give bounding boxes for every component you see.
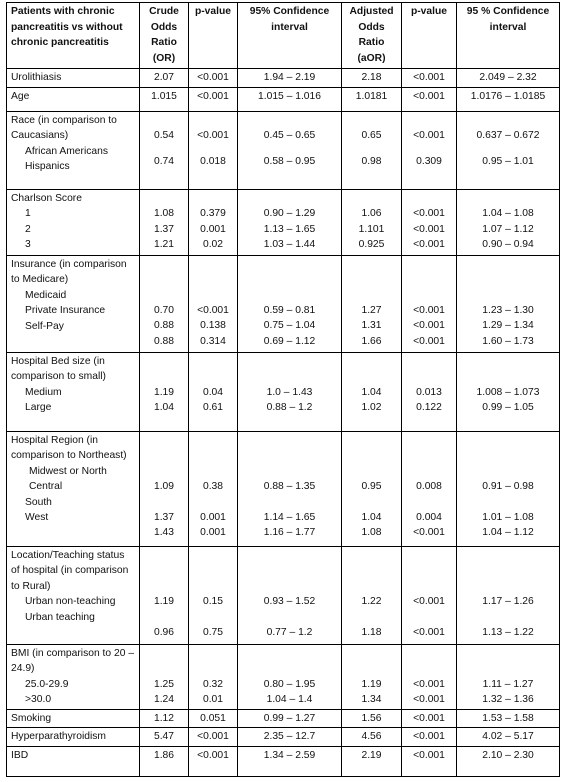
group-label: Location/Teaching status of hospital (in comparison to Rural) xyxy=(11,549,129,592)
adjusted-p-value-cell: <0.001 <0.001 <0.001 xyxy=(402,189,457,255)
ci-cell: 1.015 – 1.016 xyxy=(238,87,342,111)
p-value-cell: <0.001 0.018 xyxy=(189,111,238,189)
variable-group-cell xyxy=(7,644,140,709)
header-p-value-1: p-value xyxy=(189,3,238,69)
crude-or-cell: 1.19 1.04 xyxy=(140,352,189,431)
table-row xyxy=(7,189,560,255)
ci-cell: 1.0 – 1.43 0.88 – 1.2 xyxy=(238,352,342,431)
variable-label: IBD xyxy=(7,746,140,776)
sub-label: Hispanics xyxy=(25,161,70,172)
header-ci-1: 95% Confidence interval xyxy=(238,3,342,69)
group-label: Hospital Region (in comparison to Northeast) xyxy=(11,434,127,461)
crude-or-cell: 2.07 xyxy=(140,69,189,88)
ci-cell: 1.34 – 2.59 xyxy=(238,746,342,776)
adjusted-p-value-cell: <0.001 <0.001 xyxy=(402,546,457,644)
group-label: BMI (in comparison to 20 – 24.9) xyxy=(11,647,135,674)
adjusted-or-cell: 2.19 xyxy=(342,746,402,776)
variable-label: Age xyxy=(7,87,140,111)
ci-cell: 0.88 – 1.35 1.14 – 1.65 1.16 – 1.77 xyxy=(238,431,342,546)
group-label: Insurance (in comparison to Medicare) xyxy=(11,258,127,285)
variable-group-cell xyxy=(7,255,140,352)
table-row xyxy=(7,728,560,747)
adjusted-ci-cell: 0.91 – 0.98 1.01 – 1.08 1.04 – 1.12 xyxy=(457,431,560,546)
adjusted-p-value-cell: <0.001 <0.001 xyxy=(402,644,457,709)
table-row xyxy=(7,352,560,431)
sub-label: Midwest or North Central xyxy=(29,465,107,492)
adjusted-ci-cell: 1.17 – 1.26 1.13 – 1.22 xyxy=(457,546,560,644)
sub-label: Private Insurance xyxy=(25,305,106,316)
adjusted-ci-cell: 4.02 – 5.17 xyxy=(457,728,560,747)
adjusted-ci-cell: 1.04 – 1.08 1.07 – 1.12 0.90 – 0.94 xyxy=(457,189,560,255)
adjusted-ci-cell: 1.008 – 1.073 0.99 – 1.05 xyxy=(457,352,560,431)
sub-label: Medicaid xyxy=(25,289,67,301)
sub-label: Medium xyxy=(25,386,62,398)
variable-group-cell xyxy=(7,189,140,255)
crude-or-cell: 1.19 0.96 xyxy=(140,546,189,644)
ci-cell: 0.59 – 0.81 0.75 – 1.04 0.69 – 1.12 xyxy=(238,255,342,352)
adjusted-ci-cell: 1.0176 – 1.0185 xyxy=(457,87,560,111)
adjusted-p-value-cell: 0.013 0.122 xyxy=(402,352,457,431)
sub-label: West xyxy=(25,512,49,523)
crude-or-cell: 1.015 xyxy=(140,87,189,111)
crude-or-cell: 1.09 1.37 1.43 xyxy=(140,431,189,546)
table-row xyxy=(7,709,560,728)
adjusted-p-value-cell: <0.001 xyxy=(402,728,457,747)
sub-label: 1 xyxy=(25,208,31,219)
sub-label: African Americans xyxy=(25,145,108,157)
sub-label: Self-Pay xyxy=(25,320,64,332)
table-row xyxy=(7,431,560,546)
sub-label: >30.0 xyxy=(25,694,52,705)
adjusted-ci-cell: 2.049 – 2.32 xyxy=(457,69,560,88)
adjusted-p-value-cell: 0.008 0.004 <0.001 xyxy=(402,431,457,546)
adjusted-or-cell: 1.0181 xyxy=(342,87,402,111)
adjusted-ci-cell: 1.23 – 1.30 1.29 – 1.34 1.60 – 1.73 xyxy=(457,255,560,352)
p-value-cell: 0.38 0.001 0.001 xyxy=(189,431,238,546)
adjusted-ci-cell: 1.11 – 1.27 1.32 – 1.36 xyxy=(457,644,560,709)
adjusted-p-value-cell: <0.001 xyxy=(402,69,457,88)
adjusted-p-value-cell: <0.001 xyxy=(402,87,457,111)
table-row xyxy=(7,746,560,776)
adjusted-ci-cell: 0.637 – 0.672 0.95 – 1.01 xyxy=(457,111,560,189)
p-value-cell: <0.001 xyxy=(189,728,238,747)
p-value-cell: 0.379 0.001 0.02 xyxy=(189,189,238,255)
p-value-cell: 0.051 xyxy=(189,709,238,728)
crude-or-cell: 1.25 1.24 xyxy=(140,644,189,709)
variable-group-cell xyxy=(7,546,140,644)
variable-label: Smoking xyxy=(7,709,140,728)
adjusted-or-cell: 1.56 xyxy=(342,709,402,728)
table-row xyxy=(7,546,560,644)
header-adjusted-or: Adjusted Odds Ratio (aOR) xyxy=(342,3,402,69)
ci-cell: 0.45 – 0.65 0.58 – 0.95 xyxy=(238,111,342,189)
group-label: Hospital Bed size (in comparison to small) xyxy=(11,355,106,382)
odds-ratio-table xyxy=(6,2,560,777)
adjusted-or-cell: 1.22 1.18 xyxy=(342,546,402,644)
adjusted-ci-cell: 1.53 – 1.58 xyxy=(457,709,560,728)
variable-group-cell xyxy=(7,111,140,189)
header-p-value-2: p-value xyxy=(402,3,457,69)
table-row xyxy=(7,69,560,88)
adjusted-or-cell: 0.65 0.98 xyxy=(342,111,402,189)
sub-label: Urban non-teaching xyxy=(25,596,116,607)
adjusted-or-cell: 1.19 1.34 xyxy=(342,644,402,709)
p-value-cell: <0.001 xyxy=(189,746,238,776)
crude-or-cell: 5.47 xyxy=(140,728,189,747)
p-value-cell: <0.001 xyxy=(189,87,238,111)
crude-or-cell: 0.54 0.74 xyxy=(140,111,189,189)
table-row xyxy=(7,87,560,111)
header-variable: Patients with chronic pancreatitis vs without chronic pancreatitis xyxy=(7,3,140,69)
variable-label: Urolithiasis xyxy=(7,69,140,88)
crude-or-cell: 1.86 xyxy=(140,746,189,776)
sub-label: 3 xyxy=(25,239,31,250)
variable-group-cell xyxy=(7,352,140,431)
p-value-cell: <0.001 xyxy=(189,69,238,88)
header-row xyxy=(7,3,560,69)
ci-cell: 2.35 – 12.7 xyxy=(238,728,342,747)
group-label: Charlson Score xyxy=(11,192,82,204)
adjusted-or-cell: 4.56 xyxy=(342,728,402,747)
adjusted-p-value-cell: <0.001 <0.001 <0.001 xyxy=(402,255,457,352)
ci-cell: 1.94 – 2.19 xyxy=(238,69,342,88)
sub-label: 2 xyxy=(25,223,31,235)
adjusted-or-cell: 1.04 1.02 xyxy=(342,352,402,431)
sub-label: Large xyxy=(25,402,52,413)
ci-cell: 0.80 – 1.95 1.04 – 1.4 xyxy=(238,644,342,709)
ci-cell: 0.93 – 1.52 0.77 – 1.2 xyxy=(238,546,342,644)
adjusted-or-cell: 1.06 1.101 0.925 xyxy=(342,189,402,255)
sub-label: 25.0-29.9 xyxy=(25,678,69,690)
adjusted-or-cell: 1.27 1.31 1.66 xyxy=(342,255,402,352)
variable-group-cell xyxy=(7,431,140,546)
sub-label: Urban teaching xyxy=(25,611,95,623)
crude-or-cell: 1.12 xyxy=(140,709,189,728)
p-value-cell: 0.32 0.01 xyxy=(189,644,238,709)
adjusted-p-value-cell: <0.001 xyxy=(402,746,457,776)
p-value-cell: <0.001 0.138 0.314 xyxy=(189,255,238,352)
crude-or-cell: 0.70 0.88 0.88 xyxy=(140,255,189,352)
variable-label: Hyperparathyroidism xyxy=(7,728,140,747)
table-row xyxy=(7,255,560,352)
adjusted-ci-cell: 2.10 – 2.30 xyxy=(457,746,560,776)
header-ci-2: 95 % Confidence interval xyxy=(457,3,560,69)
crude-or-cell: 1.08 1.37 1.21 xyxy=(140,189,189,255)
table-row xyxy=(7,111,560,189)
p-value-cell: 0.04 0.61 xyxy=(189,352,238,431)
adjusted-or-cell: 0.95 1.04 1.08 xyxy=(342,431,402,546)
ci-cell: 0.90 – 1.29 1.13 – 1.65 1.03 – 1.44 xyxy=(238,189,342,255)
header-crude-or: Crude Odds Ratio (OR) xyxy=(140,3,189,69)
adjusted-p-value-cell: <0.001 xyxy=(402,709,457,728)
p-value-cell: 0.15 0.75 xyxy=(189,546,238,644)
table-row xyxy=(7,644,560,709)
ci-cell: 0.99 – 1.27 xyxy=(238,709,342,728)
group-label: Race (in comparison to Caucasians) xyxy=(11,114,117,141)
adjusted-or-cell: 2.18 xyxy=(342,69,402,88)
sub-label: South xyxy=(25,496,52,508)
adjusted-p-value-cell: <0.001 0.309 xyxy=(402,111,457,189)
